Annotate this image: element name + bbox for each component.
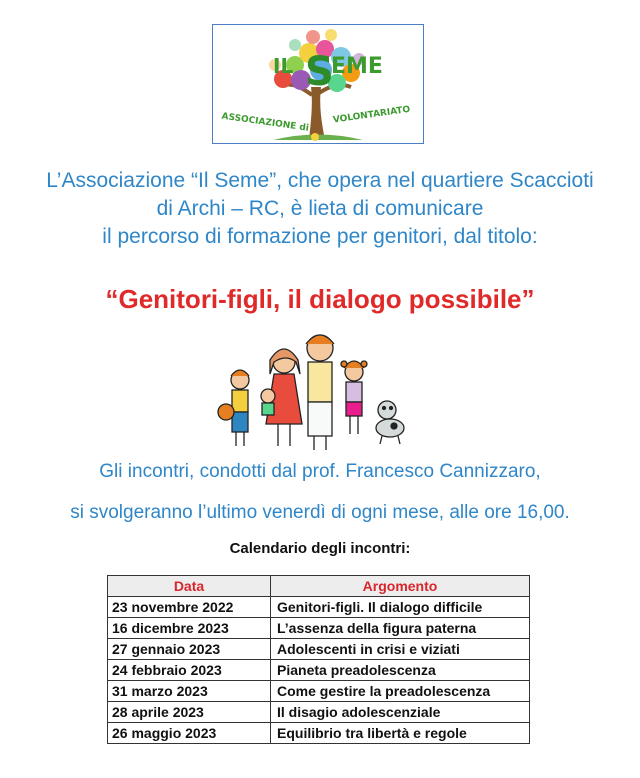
- table-row: [108, 723, 530, 744]
- row-date: 26 maggio 2023: [108, 723, 271, 744]
- svg-text:S: S: [305, 49, 334, 95]
- table-row: [108, 639, 530, 660]
- row-date: 28 aprile 2023: [108, 702, 271, 723]
- row-topic: Pianeta preadolescenza: [271, 660, 530, 681]
- svg-text:VOLONTARIATO: VOLONTARIATO: [332, 104, 411, 126]
- table-row: [108, 681, 530, 702]
- row-date: 24 febbraio 2023: [108, 660, 271, 681]
- tree-logo-icon: [213, 25, 422, 142]
- svg-text:ASSOCIAZIONE di: ASSOCIAZIONE di: [220, 111, 310, 134]
- table-row: [108, 660, 530, 681]
- header-argomento: Argomento: [271, 576, 530, 597]
- row-date: 23 novembre 2022: [108, 597, 271, 618]
- row-topic: Adolescenti in crisi e viziati: [271, 639, 530, 660]
- row-topic: Genitori-figli. Il dialogo difficile: [271, 597, 530, 618]
- header-data: Data: [108, 576, 271, 597]
- course-title: “Genitori-figli, il dialogo possibile”: [105, 284, 535, 314]
- row-date: 27 gennaio 2023: [108, 639, 271, 660]
- intro-text: [0, 167, 640, 251]
- association-logo: [212, 24, 424, 144]
- row-date: 16 dicembre 2023: [108, 618, 271, 639]
- intro-line-2: di Archi – RC, è lieta di comunicare: [156, 197, 484, 220]
- info-line-2: si svolgeranno l’ultimo venerdì di ogni mese, alle ore 16,00.: [70, 502, 570, 523]
- table-header-row: [108, 576, 530, 597]
- logo-il-text: IL: [273, 54, 294, 78]
- intro-line-1: L’Associazione “Il Seme”, che opera nel quartiere Scaccioti: [46, 169, 594, 192]
- row-topic: Equilibrio tra libertà e regole: [271, 723, 530, 744]
- row-topic: L’assenza della figura paterna: [271, 618, 530, 639]
- calendar-heading: Calendario degli incontri:: [229, 540, 411, 557]
- table-row: [108, 597, 530, 618]
- calendar-table: [107, 575, 530, 744]
- family-illustration: [212, 330, 412, 455]
- family-icon: [212, 330, 412, 455]
- row-topic: Come gestire la preadolescenza: [271, 681, 530, 702]
- table-row: [108, 618, 530, 639]
- intro-line-3: il percorso di formazione per genitori, dal titolo:: [102, 225, 538, 248]
- info-line-1: Gli incontri, condotti dal prof. Francesco Cannizzaro,: [99, 461, 541, 482]
- logo-seme-text: EME: [331, 54, 383, 79]
- row-date: 31 marzo 2023: [108, 681, 271, 702]
- table-row: [108, 702, 530, 723]
- row-topic: Il disagio adolescenziale: [271, 702, 530, 723]
